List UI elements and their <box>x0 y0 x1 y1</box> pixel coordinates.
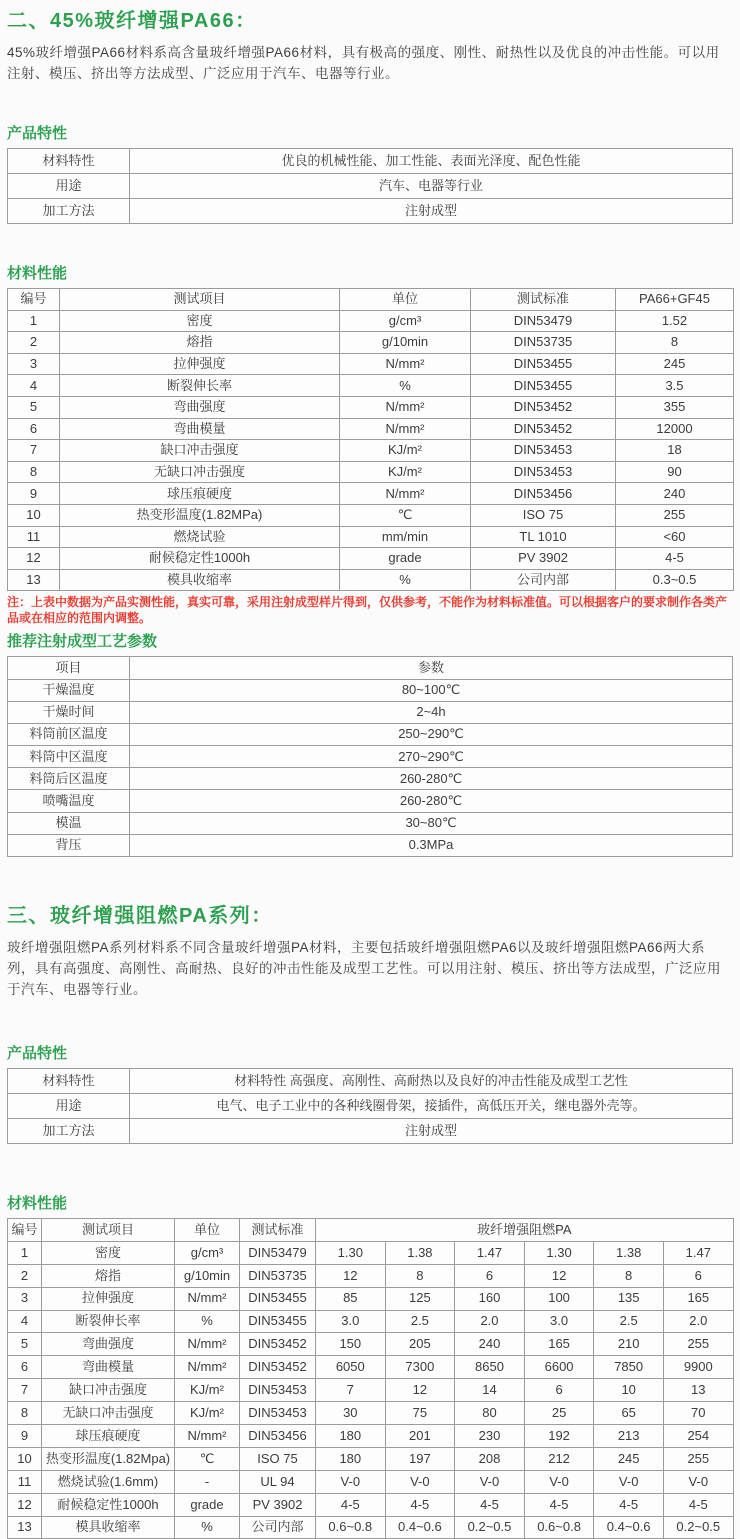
table-cell: 弯曲模量 <box>42 1356 175 1379</box>
table-cell: 断裂伸长率 <box>42 1310 175 1333</box>
table-body <box>8 1069 733 1144</box>
table-cell: 公司内部 <box>240 1516 316 1539</box>
table-cell: DIN53479 <box>240 1241 316 1264</box>
table-cell: 208 <box>455 1447 525 1470</box>
table-row <box>8 1356 734 1379</box>
table-cell: 80~100℃ <box>130 679 733 701</box>
section2-properties-heading: 材料性能 <box>7 265 68 282</box>
table-row <box>8 790 733 812</box>
table-row <box>8 332 734 354</box>
table-row <box>8 483 734 505</box>
table-cell: 10 <box>594 1379 664 1402</box>
table-cell: 密度 <box>60 310 340 332</box>
section2-properties-table <box>7 288 734 591</box>
section2-intro: 45%玻纤增强PA66材料系高含量玻纤增强PA66材料，具有极高的强度、刚性、耐热性以及优良的冲击性能。可以用注射、模压、挤出等方法成型、广泛应用于汽车、电器等行业。 <box>7 45 720 81</box>
table-row <box>8 679 733 701</box>
table-cell: 1.30 <box>316 1241 386 1264</box>
row-value-cell: 注射成型 <box>130 199 733 224</box>
table-row <box>8 353 734 375</box>
table-cell: 弯曲强度 <box>60 396 340 418</box>
table-cell: 背压 <box>8 834 130 856</box>
table-row <box>8 1069 733 1094</box>
table-cell: DIN53455 <box>240 1310 316 1333</box>
table-cell: grade <box>175 1493 240 1516</box>
table-cell: 355 <box>616 396 734 418</box>
table-cell: 213 <box>594 1425 664 1448</box>
table-cell: 12 <box>385 1379 455 1402</box>
table-cell: % <box>175 1516 240 1539</box>
table-cell: 230 <box>455 1425 525 1448</box>
header-cell: 参数 <box>130 657 733 679</box>
table-cell: 65 <box>594 1402 664 1425</box>
table-cell: 12 <box>524 1264 594 1287</box>
table-cell: 熔指 <box>60 332 340 354</box>
table-cell: 4-5 <box>316 1493 386 1516</box>
table-cell: 弯曲模量 <box>60 418 340 440</box>
table-cell: 4 <box>8 1310 42 1333</box>
table-cell: 192 <box>524 1425 594 1448</box>
table-cell: 90 <box>616 461 734 483</box>
table-cell: 8 <box>8 1402 42 1425</box>
table-cell: DIN53452 <box>240 1356 316 1379</box>
table-cell: 9900 <box>663 1356 733 1379</box>
table-cell: g/10min <box>340 332 471 354</box>
table-cell: DIN53455 <box>240 1287 316 1310</box>
table-cell: 85 <box>316 1287 386 1310</box>
table-cell: 255 <box>616 504 734 526</box>
table-cell: 8 <box>616 332 734 354</box>
table-cell: 100 <box>524 1287 594 1310</box>
table-cell: 14 <box>455 1379 525 1402</box>
table-cell: 270~290℃ <box>130 746 733 768</box>
table-header-row <box>8 1219 734 1242</box>
table-row <box>8 174 733 199</box>
table-row <box>8 526 734 548</box>
section2-process-heading: 推荐注射成型工艺参数 <box>7 633 158 651</box>
table-cell: 10 <box>8 504 60 526</box>
table-cell: 0.3~0.5 <box>616 569 734 591</box>
table-cell: 13 <box>663 1379 733 1402</box>
table-cell: UL 94 <box>240 1470 316 1493</box>
table-cell: 0.2~0.5 <box>455 1516 525 1539</box>
table-body <box>8 1219 734 1539</box>
table-header-row <box>8 657 733 679</box>
table-cell: 12 <box>8 1493 42 1516</box>
table-cell: 模具收缩率 <box>42 1516 175 1539</box>
header-cell: 单位 <box>175 1219 240 1242</box>
table-body <box>8 289 734 591</box>
table-cell: DIN53453 <box>240 1402 316 1425</box>
table-cell: 255 <box>663 1333 733 1356</box>
table-cell: 6 <box>8 418 60 440</box>
table-cell: 8 <box>594 1264 664 1287</box>
section3-features-table <box>7 1068 733 1144</box>
table-cell: 7850 <box>594 1356 664 1379</box>
table-cell: 180 <box>316 1425 386 1448</box>
header-cell: PA66+GF45 <box>616 289 734 311</box>
table-cell: 5 <box>8 1333 42 1356</box>
table-row <box>8 149 733 174</box>
table-cell: V-0 <box>663 1470 733 1493</box>
table-cell: 热变形温度(1.82MPa) <box>60 504 340 526</box>
table-body <box>8 657 733 857</box>
table-cell: 6050 <box>316 1356 386 1379</box>
table-cell: N/mm² <box>340 418 471 440</box>
table-cell: DIN53453 <box>240 1379 316 1402</box>
table-cell: 5 <box>8 396 60 418</box>
section3-properties-table <box>7 1218 734 1539</box>
table-row <box>8 396 734 418</box>
table-cell: % <box>175 1310 240 1333</box>
header-cell: 测试标准 <box>471 289 616 311</box>
table-cell: 耐候稳定性1000h <box>42 1493 175 1516</box>
table-cell: 拉伸强度 <box>42 1287 175 1310</box>
table-cell: 无缺口冲击强度 <box>60 461 340 483</box>
table-cell: <60 <box>616 526 734 548</box>
table-row <box>8 1310 734 1333</box>
table-cell: 0.2~0.5 <box>663 1516 733 1539</box>
table-body <box>8 149 733 224</box>
table-row <box>8 1493 734 1516</box>
section3-features-heading: 产品特性 <box>7 1045 68 1062</box>
table-cell: 1 <box>8 310 60 332</box>
table-cell: 70 <box>663 1402 733 1425</box>
table-row <box>8 1379 734 1402</box>
table-cell: 6 <box>455 1264 525 1287</box>
table-cell: 料筒中区温度 <box>8 746 130 768</box>
table-cell: g/cm³ <box>340 310 471 332</box>
table-cell: 7 <box>8 440 60 462</box>
table-cell: DIN53452 <box>471 418 616 440</box>
table-cell: DIN53452 <box>240 1333 316 1356</box>
row-value-cell: 材料特性 高强度、高刚性、高耐热以及良好的冲击性能及成型工艺性 <box>130 1069 733 1094</box>
table-cell: ℃ <box>340 504 471 526</box>
table-cell: 180 <box>316 1447 386 1470</box>
table-cell: 球压痕硬度 <box>42 1425 175 1448</box>
table-cell: 模具收缩率 <box>60 569 340 591</box>
table-cell: % <box>340 375 471 397</box>
row-label-cell: 用途 <box>8 1094 130 1119</box>
table-cell: 254 <box>663 1425 733 1448</box>
table-row <box>8 1516 734 1539</box>
table-cell: KJ/m² <box>175 1379 240 1402</box>
table-cell: 2.0 <box>663 1310 733 1333</box>
table-row <box>8 375 734 397</box>
row-label-cell: 用途 <box>8 174 130 199</box>
table-cell: 拉伸强度 <box>60 353 340 375</box>
table-cell: DIN53456 <box>240 1425 316 1448</box>
table-cell: DIN53453 <box>471 440 616 462</box>
section2-process-table <box>7 656 733 857</box>
table-cell: 12 <box>316 1264 386 1287</box>
table-cell: 80 <box>455 1402 525 1425</box>
table-cell: 9 <box>8 483 60 505</box>
table-row <box>8 1447 734 1470</box>
table-cell: 135 <box>594 1287 664 1310</box>
table-row <box>8 199 733 224</box>
table-row <box>8 1119 733 1144</box>
table-row <box>8 1402 734 1425</box>
table-cell: 1.30 <box>524 1241 594 1264</box>
table-row <box>8 768 733 790</box>
table-cell: 0.6~0.8 <box>316 1516 386 1539</box>
section3-intro: 玻纤增强阻燃PA系列材料系不同含量玻纤增强PA材料，主要包括玻纤增强阻燃PA6以及玻纤增强阻燃PA66两大系列，具有高强度、高刚性、高耐热、良好的冲击性能及成型工艺性。可以用注射、模压、挤出等方法成型，广泛应用于汽车、电器等行业。 <box>7 940 721 997</box>
table-cell: TL 1010 <box>471 526 616 548</box>
table-cell: 7 <box>8 1379 42 1402</box>
table-cell: PV 3902 <box>240 1493 316 1516</box>
table-cell: 密度 <box>42 1241 175 1264</box>
table-cell: g/10min <box>175 1264 240 1287</box>
table-cell: 11 <box>8 526 60 548</box>
section3-properties-heading: 材料性能 <box>7 1195 68 1212</box>
header-cell: 测试项目 <box>60 289 340 311</box>
data-disclaimer-note: 注：上表中数据为产品实测性能，真实可靠，采用注射成型样片得到，仅供参考，不能作为材料标准值。可以根据客户的要求制作各类产品或在相应的范围内调整。 <box>7 595 728 626</box>
table-row <box>8 310 734 332</box>
header-cell: 编号 <box>8 289 60 311</box>
table-cell: ISO 75 <box>240 1447 316 1470</box>
table-cell: 4-5 <box>594 1493 664 1516</box>
table-cell: PV 3902 <box>471 548 616 570</box>
table-row <box>8 1333 734 1356</box>
table-cell: 165 <box>663 1287 733 1310</box>
table-cell: - <box>175 1470 240 1493</box>
table-cell: DIN53452 <box>471 396 616 418</box>
table-cell: 6 <box>663 1264 733 1287</box>
table-cell: 240 <box>455 1333 525 1356</box>
row-label-cell: 加工方法 <box>8 199 130 224</box>
table-cell: KJ/m² <box>340 440 471 462</box>
table-cell: 燃烧试验(1.6mm) <box>42 1470 175 1493</box>
table-cell: 1 <box>8 1241 42 1264</box>
table-row <box>8 504 734 526</box>
section2-title: 二、45%玻纤增强PA66： <box>7 10 257 32</box>
table-cell: N/mm² <box>175 1356 240 1379</box>
table-row <box>8 1287 734 1310</box>
table-cell: DIN53479 <box>471 310 616 332</box>
table-cell: 11 <box>8 1470 42 1493</box>
header-cell: 单位 <box>340 289 471 311</box>
table-cell: 干燥时间 <box>8 701 130 723</box>
table-cell: 205 <box>385 1333 455 1356</box>
table-cell: 干燥温度 <box>8 679 130 701</box>
table-row <box>8 440 734 462</box>
table-cell: 7300 <box>385 1356 455 1379</box>
table-cell: 2~4h <box>130 701 733 723</box>
table-cell: 8650 <box>455 1356 525 1379</box>
table-cell: 0.3MPa <box>130 834 733 856</box>
table-cell: % <box>340 569 471 591</box>
table-cell: DIN53735 <box>471 332 616 354</box>
section2-features-table <box>7 148 733 224</box>
table-cell: 165 <box>524 1333 594 1356</box>
table-cell: 公司内部 <box>471 569 616 591</box>
table-cell: 75 <box>385 1402 455 1425</box>
table-cell: 245 <box>594 1447 664 1470</box>
table-row <box>8 418 734 440</box>
table-cell: 料筒前区温度 <box>8 723 130 745</box>
table-cell: 燃烧试验 <box>60 526 340 548</box>
table-cell: g/cm³ <box>175 1241 240 1264</box>
table-cell: 210 <box>594 1333 664 1356</box>
table-cell: N/mm² <box>175 1287 240 1310</box>
table-cell: 4-5 <box>616 548 734 570</box>
table-cell: 6 <box>524 1379 594 1402</box>
table-cell: 1.52 <box>616 310 734 332</box>
table-cell: 1.47 <box>663 1241 733 1264</box>
table-row <box>8 1425 734 1448</box>
table-cell: 3 <box>8 1287 42 1310</box>
table-row <box>8 723 733 745</box>
table-row <box>8 1094 733 1119</box>
table-row <box>8 834 733 856</box>
table-cell: 4-5 <box>524 1493 594 1516</box>
table-cell: N/mm² <box>340 353 471 375</box>
table-cell: 断裂伸长率 <box>60 375 340 397</box>
table-cell: 4 <box>8 375 60 397</box>
table-cell: 8 <box>385 1264 455 1287</box>
table-cell: 4-5 <box>385 1493 455 1516</box>
table-cell: KJ/m² <box>175 1402 240 1425</box>
table-cell: KJ/m² <box>340 461 471 483</box>
row-label-cell: 材料特性 <box>8 1069 130 1094</box>
section3-title: 三、玻纤增强阻燃PA系列： <box>7 905 273 927</box>
table-cell: ℃ <box>175 1447 240 1470</box>
header-cell: 测试标准 <box>240 1219 316 1242</box>
table-cell: 13 <box>8 1516 42 1539</box>
table-cell: V-0 <box>316 1470 386 1493</box>
table-row <box>8 461 734 483</box>
table-cell: 240 <box>616 483 734 505</box>
table-cell: grade <box>340 548 471 570</box>
table-cell: 18 <box>616 440 734 462</box>
table-cell: V-0 <box>594 1470 664 1493</box>
table-cell: 160 <box>455 1287 525 1310</box>
table-cell: 245 <box>616 353 734 375</box>
table-row <box>8 701 733 723</box>
table-cell: 缺口冲击强度 <box>60 440 340 462</box>
table-cell: 2.5 <box>594 1310 664 1333</box>
table-cell: ISO 75 <box>471 504 616 526</box>
table-cell: 2 <box>8 332 60 354</box>
table-cell: 0.6~0.8 <box>524 1516 594 1539</box>
table-cell: 0.4~0.6 <box>385 1516 455 1539</box>
table-cell: 30~80℃ <box>130 812 733 834</box>
row-value-cell: 电气、电子工业中的各种线圈骨架，接插件，高低压开关，继电器外壳等。 <box>130 1094 733 1119</box>
table-cell: 2.5 <box>385 1310 455 1333</box>
table-cell: 30 <box>316 1402 386 1425</box>
table-row <box>8 1264 734 1287</box>
table-cell: 料筒后区温度 <box>8 768 130 790</box>
table-cell: V-0 <box>385 1470 455 1493</box>
table-cell: DIN53735 <box>240 1264 316 1287</box>
table-cell: V-0 <box>524 1470 594 1493</box>
table-cell: 2 <box>8 1264 42 1287</box>
table-cell: 12000 <box>616 418 734 440</box>
table-cell: N/mm² <box>340 483 471 505</box>
table-cell: 260-280℃ <box>130 768 733 790</box>
table-header-row <box>8 289 734 311</box>
table-cell: 热变形温度(1.82Mpa) <box>42 1447 175 1470</box>
table-cell: 3.5 <box>616 375 734 397</box>
table-cell: 260-280℃ <box>130 790 733 812</box>
table-cell: 250~290℃ <box>130 723 733 745</box>
table-row <box>8 569 734 591</box>
table-cell: 缺口冲击强度 <box>42 1379 175 1402</box>
table-cell: 1.38 <box>594 1241 664 1264</box>
table-cell: 7 <box>316 1379 386 1402</box>
table-cell: 无缺口冲击强度 <box>42 1402 175 1425</box>
row-label-cell: 加工方法 <box>8 1119 130 1144</box>
table-cell: 3.0 <box>316 1310 386 1333</box>
group-header-cell: 玻纤增强阻燃PA <box>316 1219 734 1242</box>
table-cell: 0.4~0.6 <box>594 1516 664 1539</box>
table-cell: 13 <box>8 569 60 591</box>
table-cell: 25 <box>524 1402 594 1425</box>
table-cell: 熔指 <box>42 1264 175 1287</box>
table-cell: N/mm² <box>175 1333 240 1356</box>
table-row <box>8 746 733 768</box>
table-row <box>8 812 733 834</box>
table-cell: 4-5 <box>663 1493 733 1516</box>
section2-features-heading: 产品特性 <box>7 125 68 142</box>
table-cell: 喷嘴温度 <box>8 790 130 812</box>
table-cell: 3.0 <box>524 1310 594 1333</box>
table-cell: 8 <box>8 461 60 483</box>
table-cell: N/mm² <box>175 1425 240 1448</box>
table-cell: V-0 <box>455 1470 525 1493</box>
table-row <box>8 1241 734 1264</box>
table-cell: 球压痕硬度 <box>60 483 340 505</box>
row-value-cell: 汽车、电器等行业 <box>130 174 733 199</box>
table-cell: 6 <box>8 1356 42 1379</box>
table-cell: 150 <box>316 1333 386 1356</box>
table-cell: 212 <box>524 1447 594 1470</box>
table-cell: 255 <box>663 1447 733 1470</box>
table-cell: 12 <box>8 548 60 570</box>
table-cell: 1.47 <box>455 1241 525 1264</box>
table-cell: 10 <box>8 1447 42 1470</box>
table-cell: 197 <box>385 1447 455 1470</box>
row-value-cell: 优良的机械性能、加工性能、表面光泽度、配色性能 <box>130 149 733 174</box>
table-row <box>8 548 734 570</box>
header-cell: 测试项目 <box>42 1219 175 1242</box>
table-cell: mm/min <box>340 526 471 548</box>
table-cell: 3 <box>8 353 60 375</box>
row-label-cell: 材料特性 <box>8 149 130 174</box>
table-cell: 6600 <box>524 1356 594 1379</box>
header-cell: 编号 <box>8 1219 42 1242</box>
table-cell: DIN53455 <box>471 375 616 397</box>
table-cell: 9 <box>8 1425 42 1448</box>
table-cell: 201 <box>385 1425 455 1448</box>
table-cell: 耐候稳定性1000h <box>60 548 340 570</box>
table-cell: 弯曲强度 <box>42 1333 175 1356</box>
table-cell: DIN53456 <box>471 483 616 505</box>
header-cell: 项目 <box>8 657 130 679</box>
table-cell: DIN53453 <box>471 461 616 483</box>
table-cell: 1.38 <box>385 1241 455 1264</box>
table-cell: 模温 <box>8 812 130 834</box>
table-cell: N/mm² <box>340 396 471 418</box>
table-row <box>8 1470 734 1493</box>
row-value-cell: 注射成型 <box>130 1119 733 1144</box>
table-cell: 2.0 <box>455 1310 525 1333</box>
table-cell: 4-5 <box>455 1493 525 1516</box>
table-cell: 125 <box>385 1287 455 1310</box>
table-cell: DIN53455 <box>471 353 616 375</box>
